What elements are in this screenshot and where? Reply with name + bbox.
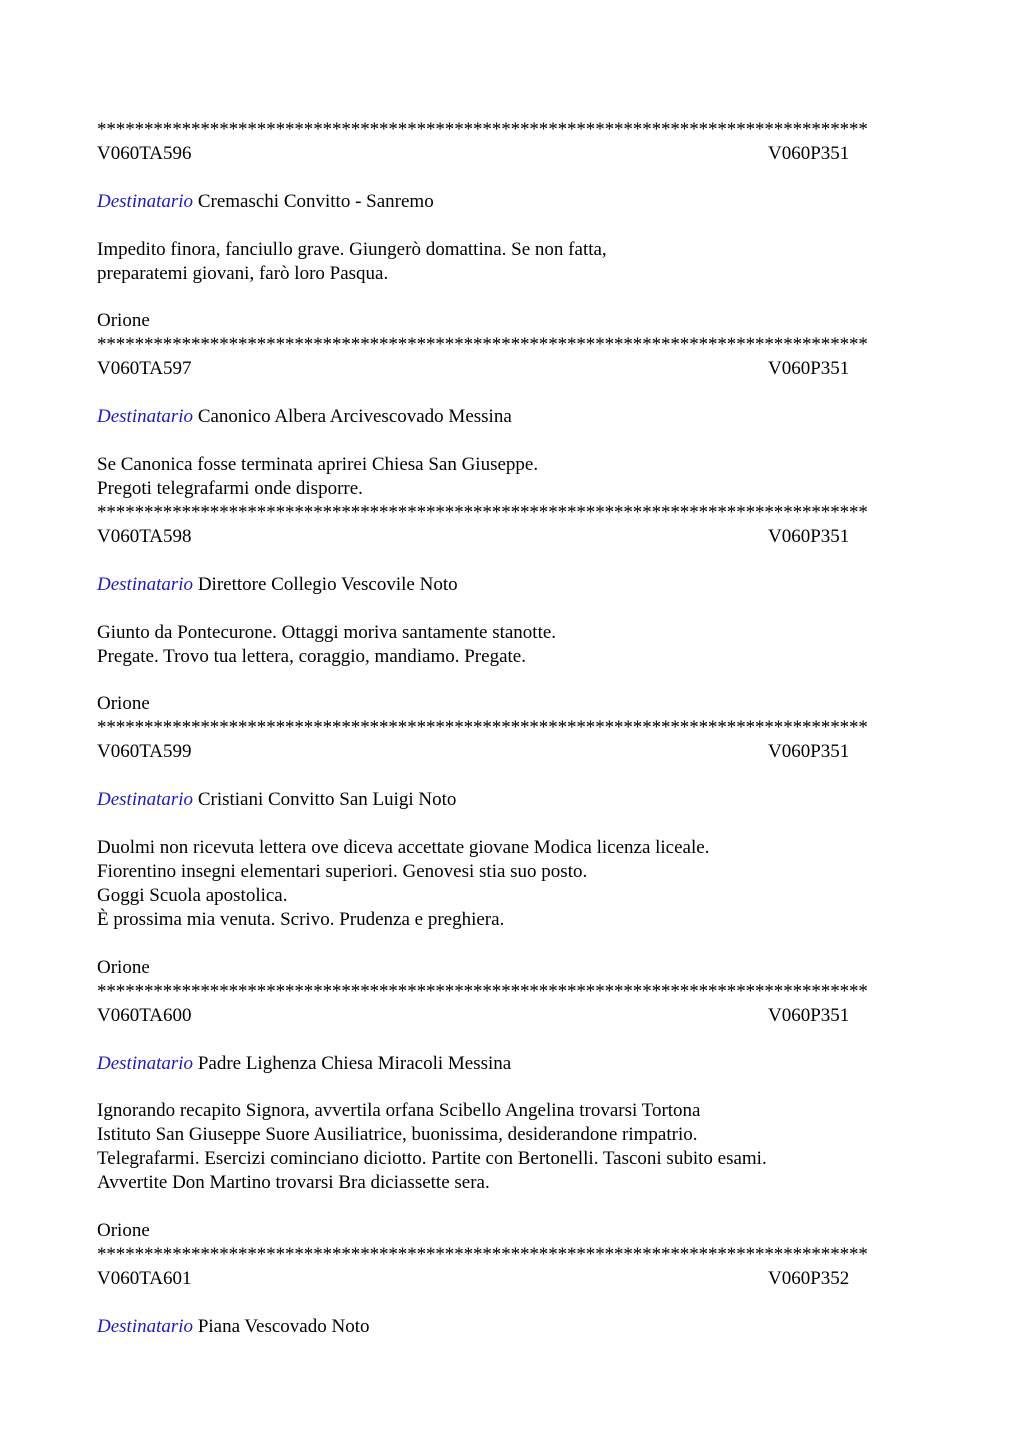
body-line: Se Canonica fosse terminata aprirei Chiesa San Giuseppe. <box>97 453 539 475</box>
entry-ref: V060P352 <box>768 1268 850 1290</box>
recipient-line <box>97 1315 927 1339</box>
body-line: preparatemi giovani, farò loro Pasqua. <box>97 262 389 284</box>
recipient-line <box>97 190 927 214</box>
separator-line: ********************************************************************************** <box>97 501 868 523</box>
signature: Orione <box>97 693 150 715</box>
entry-ref: V060P351 <box>768 525 850 547</box>
entry-id: V060TA598 <box>97 525 192 547</box>
entry-id: V060TA600 <box>97 1004 192 1026</box>
entry-header <box>97 740 927 764</box>
entry-id: V060TA597 <box>97 358 192 380</box>
recipient-name: Cristiani Convitto San Luigi Noto <box>197 789 457 811</box>
recipient-name: Piana Vescovado Noto <box>197 1315 370 1337</box>
recipient-line <box>97 1052 927 1076</box>
document-page <box>97 118 927 1339</box>
destinatario-label: Destinatario <box>97 190 194 212</box>
recipient-name: Canonico Albera Arcivescovado Messina <box>197 406 512 428</box>
entry-id: V060TA596 <box>97 143 192 164</box>
signature: Orione <box>97 956 150 978</box>
destinatario-label: Destinatario <box>97 406 194 428</box>
body-line: Goggi Scuola apostolica. <box>97 884 288 906</box>
entry-header <box>97 357 927 381</box>
body-line: È prossima mia venuta. Scrivo. Prudenza e preghiera. <box>97 908 505 930</box>
entry-header <box>97 142 927 166</box>
body-line: Pregate. Trovo tua lettera, coraggio, mandiamo. Pregate. <box>97 645 526 667</box>
body-line: Pregoti telegrafarmi onde disporre. <box>97 477 363 499</box>
destinatario-label: Destinatario <box>97 1052 194 1074</box>
destinatario-label: Destinatario <box>97 573 194 595</box>
separator-line: ********************************************************************************** <box>97 334 868 356</box>
entry-ref: V060P351 <box>768 741 850 763</box>
body-line: Duolmi non ricevuta lettera ove diceva accettate giovane Modica licenza liceale. <box>97 836 710 858</box>
recipient-name: Direttore Collegio Vescovile Noto <box>197 573 458 595</box>
separator-line: ********************************************************************************** <box>97 1244 868 1266</box>
entry-header <box>97 525 927 549</box>
entry-id: V060TA601 <box>97 1268 192 1290</box>
body-line: Avvertite Don Martino trovarsi Bra diciassette sera. <box>97 1172 490 1194</box>
signature: Orione <box>97 1220 150 1242</box>
entry-ref: V060P351 <box>768 143 850 164</box>
destinatario-label: Destinatario <box>97 1315 194 1337</box>
recipient-line <box>97 573 927 597</box>
entry-id: V060TA599 <box>97 741 192 763</box>
entry-header <box>97 1267 927 1291</box>
destinatario-label: Destinatario <box>97 789 194 811</box>
body-line: Telegrafarmi. Esercizi cominciano diciotto. Partite con Bertonelli. Tasconi subito esami. <box>97 1148 767 1170</box>
entry-ref: V060P351 <box>768 1004 850 1026</box>
body-line: Istituto San Giuseppe Suore Ausiliatrice, buonissima, desiderandone rimpatrio. <box>97 1124 698 1146</box>
recipient-name: Cremaschi Convitto - Sanremo <box>197 190 434 212</box>
separator-line: ********************************************************************************** <box>97 980 868 1002</box>
recipient-line <box>97 405 927 429</box>
recipient-name: Padre Lighenza Chiesa Miracoli Messina <box>197 1052 512 1074</box>
separator-line: ********************************************************************************** <box>97 717 868 739</box>
entry-header <box>97 1004 927 1028</box>
separator-line: ********************************************************************************** <box>97 119 868 140</box>
signature: Orione <box>97 310 150 332</box>
recipient-line <box>97 788 927 812</box>
body-line: Fiorentino insegni elementari superiori. Genovesi stia suo posto. <box>97 860 588 882</box>
body-line: Impedito finora, fanciullo grave. Giungerò domattina. Se non fatta, <box>97 238 607 260</box>
body-line: Giunto da Pontecurone. Ottaggi moriva santamente stanotte. <box>97 621 557 643</box>
entry-ref: V060P351 <box>768 358 850 380</box>
body-line: Ignorando recapito Signora, avvertila orfana Scibello Angelina trovarsi Tortona <box>97 1100 701 1122</box>
